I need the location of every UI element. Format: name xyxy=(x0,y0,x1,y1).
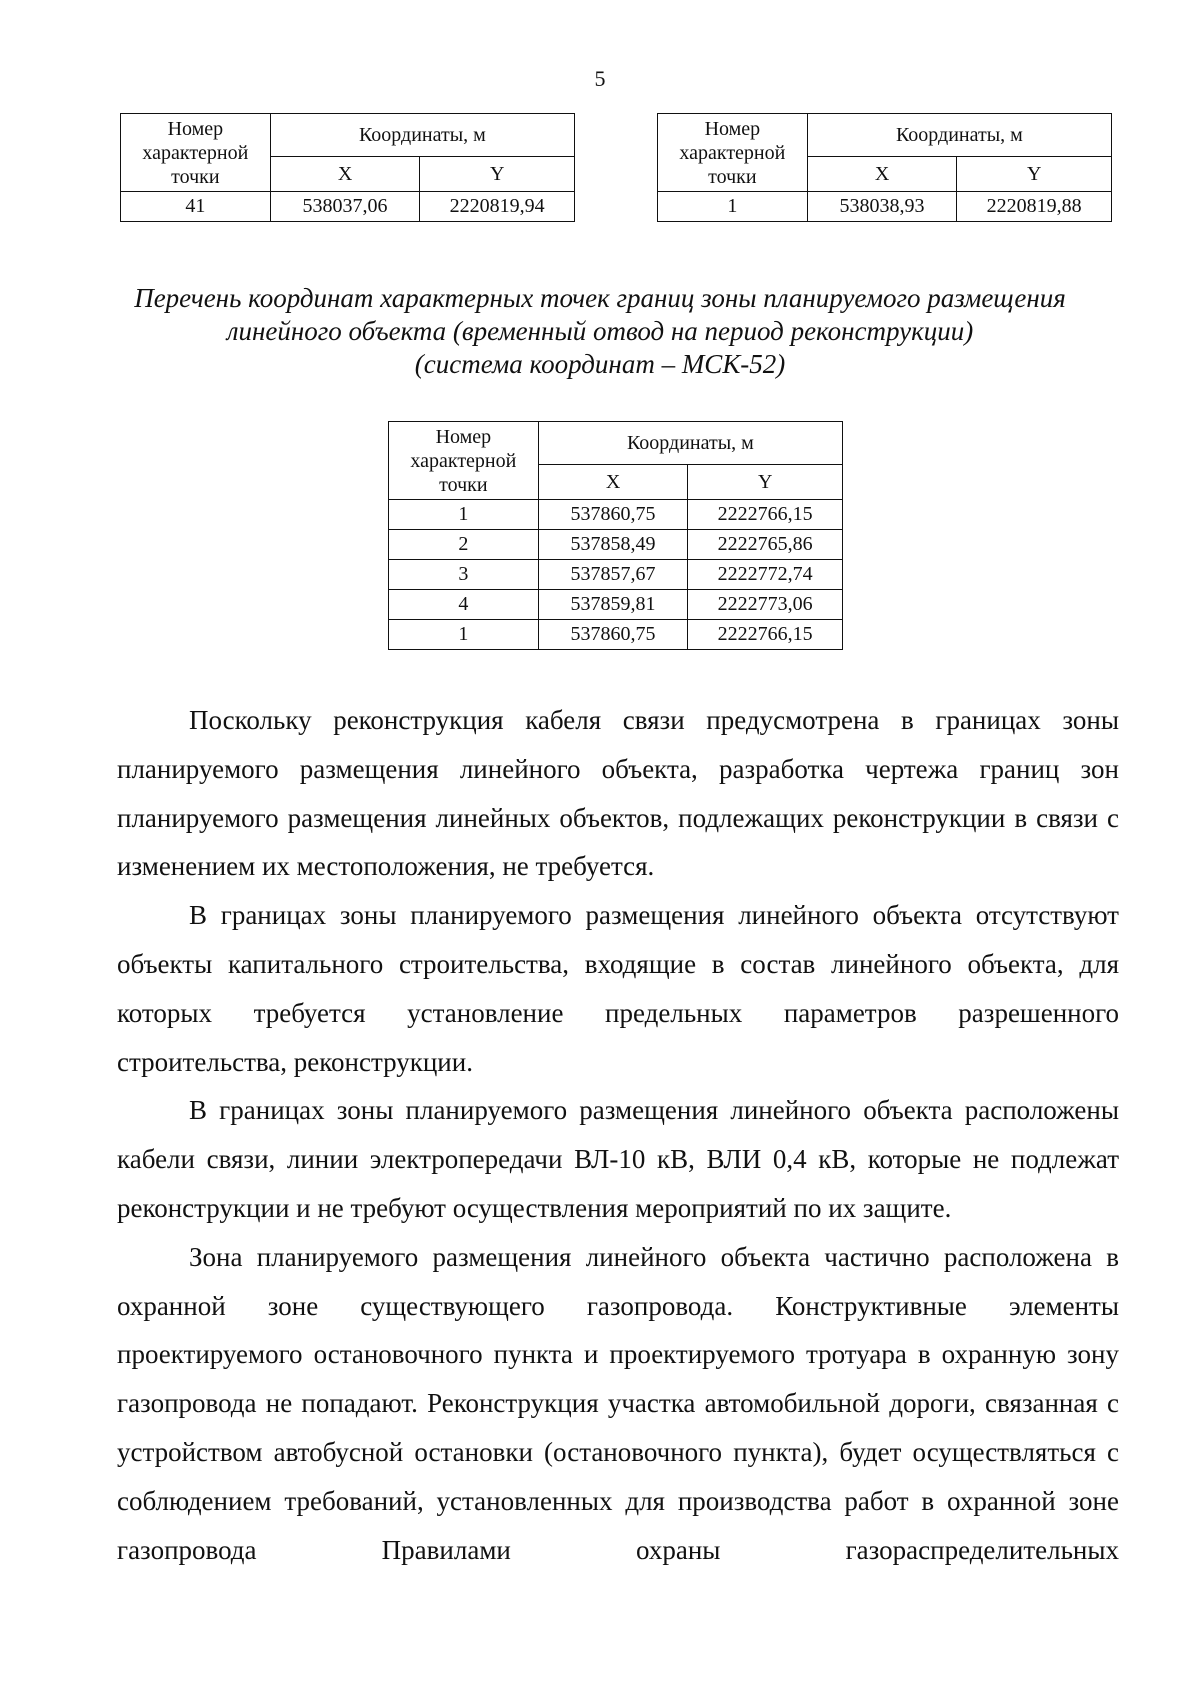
header-line: характерной xyxy=(142,141,249,164)
y-cell: 2222765,86 xyxy=(688,530,843,560)
table-row xyxy=(389,620,843,650)
x-cell: 537857,67 xyxy=(538,560,688,590)
header-line: точки xyxy=(708,165,757,188)
y-cell: 2222766,15 xyxy=(688,500,843,530)
caption-line: Перечень координат характерных точек границ зоны планируемого размещения xyxy=(134,283,1066,313)
coordinates-header: Координаты, м xyxy=(807,114,1111,157)
paragraph: Зона планируемого размещения линейного объекта частично расположена в охранной зоне существующего газопровода. Конструктивные элементы проектируемого остановочного пункта и проектируемого тротуара в охранную зону газопровода не попадают. Реконструкция участка автомобильной дороги, связанная с устройством автобусной остановки (остановочного пункта), будет осуществляться с соблюдением требований, установленных для производства работ в охранной зоне газопровода Правилами охраны газораспределительных xyxy=(117,1241,1119,1565)
coordinates-table-right xyxy=(657,113,1112,222)
paragraph: В границах зоны планируемого размещения линейного объекта отсутствуют объекты капитального строительства, входящие в состав линейного объекта, для которых требуется установление предельных параметров разрешенного строительства, реконструкции. xyxy=(117,900,1119,1077)
y-header: Y xyxy=(957,157,1112,192)
table-row xyxy=(389,500,843,530)
caption-line: линейного объекта (временный отвод на период реконструкции) xyxy=(226,316,974,346)
table-row xyxy=(121,192,575,222)
x-cell: 538037,06 xyxy=(270,192,420,222)
coordinates-header: Координаты, м xyxy=(538,422,842,465)
table-row xyxy=(389,590,843,620)
x-cell: 537860,75 xyxy=(538,500,688,530)
point-number-header xyxy=(658,114,808,192)
y-cell: 2220819,88 xyxy=(957,192,1112,222)
header-line: точки xyxy=(171,165,220,188)
header-line: Номер xyxy=(704,117,761,140)
coordinates-table-left xyxy=(120,113,575,222)
header-line: Номер xyxy=(167,117,224,140)
y-cell: 2222766,15 xyxy=(688,620,843,650)
y-header: Y xyxy=(420,157,575,192)
header-line: точки xyxy=(439,473,488,496)
coordinates-table-center xyxy=(388,421,843,650)
paragraph: Поскольку реконструкция кабеля связи предусмотрена в границах зоны планируемого размещения линейного объекта, разработка чертежа границ зон планируемого размещения линейных объектов, подлежащих реконструкции в связи с изменением их местоположения, не требуется. xyxy=(117,705,1119,882)
point-number-cell: 2 xyxy=(389,530,539,560)
table-row xyxy=(389,530,843,560)
body-text xyxy=(117,696,1119,1574)
point-number-cell: 1 xyxy=(389,620,539,650)
table-caption xyxy=(100,282,1100,381)
y-cell: 2222772,74 xyxy=(688,560,843,590)
table-row xyxy=(658,192,1112,222)
header-line: характерной xyxy=(679,141,786,164)
x-header: X xyxy=(538,465,688,500)
point-number-cell: 41 xyxy=(121,192,271,222)
caption-line: (система координат – МСК-52) xyxy=(414,349,786,379)
table-row xyxy=(389,560,843,590)
page-number: 5 xyxy=(594,66,606,91)
header-line: характерной xyxy=(410,449,517,472)
header-line: Номер xyxy=(435,425,492,448)
point-number-header xyxy=(389,422,539,500)
x-cell: 538038,93 xyxy=(807,192,957,222)
point-number-header xyxy=(121,114,271,192)
x-cell: 537859,81 xyxy=(538,590,688,620)
point-number-cell: 1 xyxy=(658,192,808,222)
x-header: X xyxy=(270,157,420,192)
y-header: Y xyxy=(688,465,843,500)
point-number-cell: 4 xyxy=(389,590,539,620)
x-cell: 537860,75 xyxy=(538,620,688,650)
point-number-cell: 1 xyxy=(389,500,539,530)
coordinates-header: Координаты, м xyxy=(270,114,574,157)
x-cell: 537858,49 xyxy=(538,530,688,560)
paragraph: В границах зоны планируемого размещения линейного объекта расположены кабели связи, линии электропередачи ВЛ-10 кВ, ВЛИ 0,4 кВ, которые не подлежат реконструкции и не требуют осуществления мероприятий по их защите. xyxy=(117,1095,1119,1223)
point-number-cell: 3 xyxy=(389,560,539,590)
y-cell: 2222773,06 xyxy=(688,590,843,620)
x-header: X xyxy=(807,157,957,192)
y-cell: 2220819,94 xyxy=(420,192,575,222)
